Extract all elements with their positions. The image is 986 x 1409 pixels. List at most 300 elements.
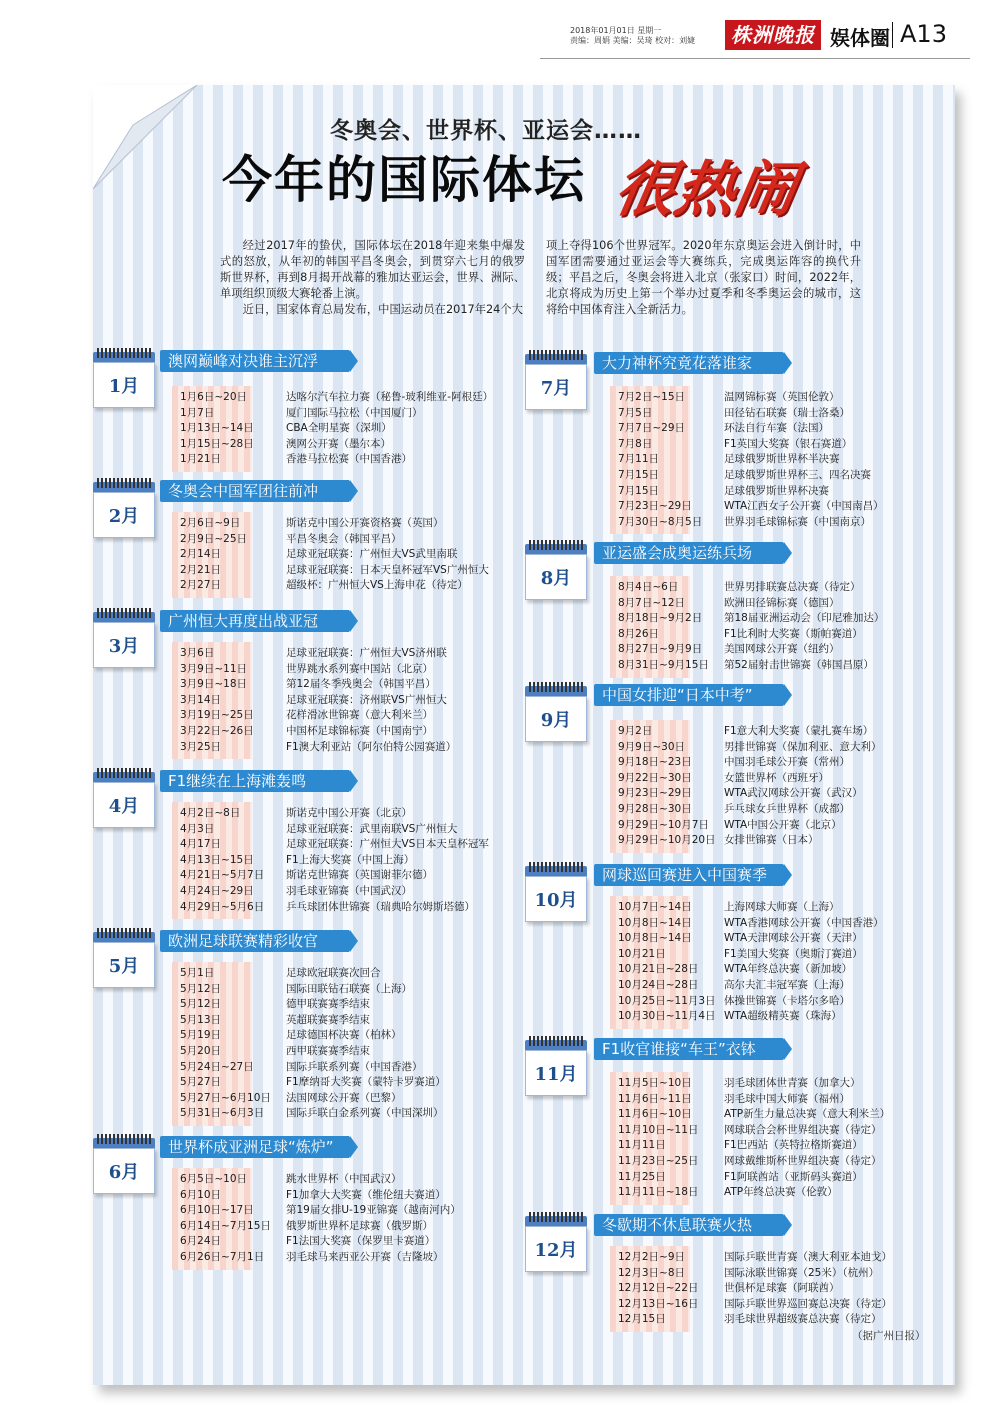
- event-date: 3月19日~25日: [180, 709, 254, 722]
- event-row: [618, 1076, 963, 1092]
- event-list: [180, 1172, 525, 1266]
- event-row: [618, 916, 963, 932]
- intro-left-column: [220, 238, 525, 318]
- event-row: [618, 658, 963, 674]
- event-date: 10月21日~28日: [618, 963, 699, 976]
- event-name: F1意大利大奖赛（蒙扎赛车场）: [724, 725, 874, 737]
- event-row: [180, 693, 525, 709]
- intro-right-column: [546, 238, 861, 318]
- event-date: 8月26日: [618, 627, 660, 640]
- event-date: 7月23日~29日: [618, 500, 692, 513]
- event-row: [180, 452, 525, 468]
- date-line: 2018年01月01日 星期一 责编：周娟 美编：吴琦 校对：刘婕: [570, 26, 696, 45]
- calendar-icon: [93, 482, 155, 538]
- event-name: 足球俄罗斯世界杯决赛: [724, 484, 829, 497]
- event-date: 11月23日~25日: [618, 1154, 699, 1167]
- event-date: 4月3日: [180, 822, 215, 835]
- event-row: [618, 1154, 963, 1170]
- event-date: 9月29日~10月7日: [618, 818, 709, 831]
- event-date: 7月2日~15日: [618, 391, 686, 403]
- event-name: WTA超级精英赛（珠海）: [724, 1010, 842, 1023]
- month-label: 6月: [108, 1162, 140, 1183]
- event-list: [618, 1076, 963, 1201]
- event-list: [618, 1250, 963, 1328]
- section-name: 娱体圈: [830, 26, 890, 50]
- event-name: 平昌冬奥会（韩国平昌）: [286, 532, 402, 545]
- month-headline-banner: 欧洲足球联赛精彩收官: [160, 930, 350, 952]
- event-name: F1摩纳哥大奖赛（蒙特卡罗赛道）: [286, 1076, 446, 1089]
- event-date: 10月24日~28日: [618, 978, 699, 991]
- event-date: 1月15日~28日: [180, 437, 254, 450]
- month-headline-banner: 中国女排迎“日本中考”: [594, 684, 784, 706]
- event-name: 英超联赛赛季结束: [286, 1013, 370, 1026]
- month-headline-banner: 大力神杯究竟花落谁家: [594, 352, 784, 374]
- event-name: 乒乓球女乒世界杯（成都）: [724, 802, 850, 815]
- event-name: 女篮世界杯（西班牙）: [724, 771, 829, 784]
- event-row: [180, 1044, 525, 1060]
- event-date: 3月9日~11日: [180, 662, 248, 675]
- event-name: 足球亚冠联赛：武里南联VS广州恒大: [286, 822, 458, 835]
- event-date: 1月6日~20日: [180, 391, 248, 403]
- event-row: [180, 578, 525, 594]
- event-row: [180, 884, 525, 900]
- event-name: 厦门国际马拉松（中国厦门）: [286, 406, 423, 419]
- event-row: [618, 1138, 963, 1154]
- event-row: [618, 962, 963, 978]
- event-date: 10月30日~11月4日: [618, 1010, 716, 1023]
- event-name: 斯诺克中国公开赛（北京）: [286, 807, 412, 819]
- event-date: 6月14日~7月15日: [180, 1219, 271, 1232]
- event-row: [180, 1172, 525, 1188]
- event-date: 8月31日~9月15日: [618, 658, 709, 671]
- month-label: 5月: [108, 956, 140, 977]
- intro-paragraph: 项上夺得106个世界冠军。2020年东京奥运会进入倒计时，中国军团需要通过亚运会等大赛练兵，完成奥运阵容的换代升级；平昌之后，冬奥会将进入北京（张家口）时间，2022年，北京将成为历史上第一个举办过夏季和冬季奥运会的城市，这将给中国体育注入全新活力。: [546, 239, 861, 316]
- event-date: 9月18日~23日: [618, 756, 692, 769]
- event-name: ATP新生力量总决赛（意大利米兰）: [724, 1108, 891, 1121]
- month-headline-banner: 冬歇期不休息联赛火热: [594, 1214, 784, 1236]
- calendar-icon: [525, 544, 587, 600]
- event-name: 跳水世界杯（中国武汉）: [286, 1173, 402, 1185]
- month-label: 10月: [534, 890, 578, 911]
- event-date: 8月18日~9月2日: [618, 612, 703, 625]
- event-row: [618, 994, 963, 1010]
- event-name: 第12届冬季残奥会（韩国平昌）: [286, 678, 436, 691]
- page-header: [540, 18, 970, 54]
- event-name: 足球亚冠联赛：日本天皇杯冠军VS广州恒大: [286, 563, 489, 576]
- event-name: WTA武汉网球公开赛（武汉）: [724, 787, 863, 800]
- event-date: 7月7日~29日: [618, 422, 686, 435]
- event-row: [180, 563, 525, 579]
- event-date: 4月29日~5月6日: [180, 900, 265, 913]
- event-name: F1巴西站（英特拉格斯赛道）: [724, 1139, 863, 1152]
- event-date: 9月2日: [618, 725, 653, 737]
- event-row: [180, 1060, 525, 1076]
- event-name: F1加拿大大奖赛（维伦纽夫赛道）: [286, 1188, 446, 1201]
- event-name: 环法自行车赛（法国）: [724, 422, 829, 435]
- event-date: 12月13日~16日: [618, 1297, 699, 1310]
- event-row: [180, 806, 525, 822]
- event-row: [618, 1281, 963, 1297]
- event-date: 11月6日~10日: [618, 1108, 692, 1121]
- event-date: 10月8日~14日: [618, 932, 692, 945]
- event-row: [180, 421, 525, 437]
- calendar-icon: [525, 1216, 587, 1272]
- event-name: 足球亚冠联赛：广州恒大VS日本天皇杯冠军: [286, 838, 489, 851]
- month-label: 7月: [540, 378, 572, 399]
- event-row: [618, 406, 963, 422]
- month-headline-banner: F1继续在上海滩轰鸣: [160, 770, 350, 792]
- event-date: 2月27日: [180, 579, 222, 592]
- event-name: 羽毛球世界超级赛总决赛（待定）: [724, 1313, 882, 1326]
- event-name: 国际田联钻石联赛（上海）: [286, 982, 412, 995]
- calendar-icon: [93, 932, 155, 988]
- event-name: F1美国大奖赛（奥斯汀赛道）: [724, 947, 863, 960]
- event-name: 足球德国杯决赛（柏林）: [286, 1029, 402, 1042]
- event-row: [618, 468, 963, 484]
- event-name: CBA全明星赛（深圳）: [286, 422, 392, 435]
- event-row: [618, 740, 963, 756]
- event-date: 5月13日: [180, 1013, 222, 1026]
- event-row: [180, 437, 525, 453]
- event-row: [618, 515, 963, 531]
- event-date: 12月2日~9日: [618, 1251, 686, 1263]
- event-date: 9月22日~30日: [618, 771, 692, 784]
- event-row: [180, 1013, 525, 1029]
- event-list: [180, 516, 525, 594]
- event-date: 8月27日~9月9日: [618, 643, 703, 656]
- event-date: 10月25日~11月3日: [618, 994, 716, 1007]
- event-name: WTA香港网球公开赛（中国香港）: [724, 916, 884, 929]
- event-date: 12月12日~22日: [618, 1282, 699, 1295]
- event-name: 男排世锦赛（保加利亚、意大利）: [724, 740, 882, 753]
- event-name: F1比利时大奖赛（斯帕赛道）: [724, 627, 863, 640]
- event-row: [618, 1312, 963, 1328]
- event-row: [180, 1250, 525, 1266]
- header-rule: [540, 58, 970, 59]
- event-name: F1英国大奖赛（银石赛道）: [724, 437, 853, 450]
- event-name: 斯诺克世锦赛（英国谢菲尔德）: [286, 869, 433, 882]
- month-label: 8月: [540, 568, 572, 589]
- event-list: [618, 580, 963, 674]
- event-row: [180, 853, 525, 869]
- event-row: [618, 802, 963, 818]
- event-row: [618, 1266, 963, 1282]
- event-row: [618, 437, 963, 453]
- event-name: 足球亚冠联赛：济州联VS广州恒大: [286, 693, 447, 706]
- event-name: 国际乒联世界巡回赛总决赛（待定）: [724, 1297, 892, 1310]
- event-row: [180, 822, 525, 838]
- event-name: 第52届射击世锦赛（韩国昌原）: [724, 658, 874, 671]
- event-row: [618, 390, 963, 406]
- event-name: 国际乒联白金系列赛（中国深圳）: [286, 1107, 444, 1120]
- event-row: [618, 900, 963, 916]
- event-row: [618, 499, 963, 515]
- calendar-icon: [93, 1138, 155, 1194]
- event-name: WTA年终总决赛（新加坡）: [724, 963, 853, 976]
- event-name: WTA天津网球公开赛（天津）: [724, 932, 863, 945]
- headline-subtitle: 冬奥会、世界杯、亚运会……: [330, 118, 642, 144]
- intro-paragraph: 近日，国家体育总局发布，中国运动员在2017年24个大: [242, 303, 523, 316]
- month-headline-banner: 亚运盛会成奥运练兵场: [594, 542, 784, 564]
- headline-highlight: 很热闹: [608, 155, 802, 225]
- event-row: [180, 662, 525, 678]
- event-date: 7月5日: [618, 406, 653, 419]
- event-date: 1月13日~14日: [180, 422, 254, 435]
- page-number: A13: [900, 20, 947, 48]
- event-name: 国际乒联世青赛（澳大利亚本迪戈）: [724, 1251, 892, 1263]
- month-label: 3月: [108, 636, 140, 657]
- event-row: [180, 837, 525, 853]
- event-row: [618, 947, 963, 963]
- event-row: [618, 833, 963, 849]
- calendar-icon: [525, 1040, 587, 1096]
- event-name: WTA中国公开赛（北京）: [724, 818, 842, 831]
- event-row: [618, 1185, 963, 1201]
- event-row: [618, 580, 963, 596]
- event-date: 5月27日: [180, 1076, 222, 1089]
- month-headline-banner: 澳网巅峰对决谁主沉浮: [160, 350, 350, 372]
- event-row: [618, 1170, 963, 1186]
- month-headline-banner: F1收官谁接“车王”衣钵: [594, 1038, 784, 1060]
- event-name: 足球亚冠联赛：广州恒大VS济州联: [286, 647, 447, 659]
- event-date: 6月10日: [180, 1188, 222, 1201]
- event-row: [180, 1106, 525, 1122]
- event-name: 中国杯足球锦标赛（中国南宁）: [286, 724, 433, 737]
- event-row: [180, 900, 525, 916]
- event-list: [180, 966, 525, 1122]
- event-date: 7月30日~8月5日: [618, 515, 703, 528]
- month-label: 11月: [534, 1064, 578, 1085]
- event-list: [618, 724, 963, 849]
- event-date: 4月21日~5月7日: [180, 869, 265, 882]
- event-date: 5月12日: [180, 982, 222, 995]
- event-name: 高尔夫汇丰冠军赛（上海）: [724, 978, 850, 991]
- event-date: 5月12日: [180, 998, 222, 1011]
- event-date: 12月15日: [618, 1313, 666, 1326]
- event-date: 9月28日~30日: [618, 802, 692, 815]
- event-name: 超级杯：广州恒大VS上海申花（待定）: [286, 579, 468, 592]
- month-headline-banner: 世界杯成亚洲足球“炼炉”: [160, 1136, 350, 1158]
- event-date: 7月15日: [618, 484, 660, 497]
- event-date: 3月14日: [180, 693, 222, 706]
- event-name: 网球戴维斯杯世界组决赛（待定）: [724, 1154, 882, 1167]
- event-row: [180, 532, 525, 548]
- newspaper-logo: 株洲晚报: [725, 20, 821, 50]
- event-date: 4月24日~29日: [180, 884, 254, 897]
- event-date: 5月1日: [180, 967, 215, 979]
- event-date: 11月11日~18日: [618, 1186, 699, 1199]
- event-date: 8月4日~6日: [618, 581, 679, 593]
- event-name: 达喀尔汽车拉力赛（秘鲁-玻利维亚-阿根廷）: [286, 391, 494, 403]
- month-headline-banner: 网球巡回赛进入中国赛季: [594, 864, 784, 886]
- event-name: 俄罗斯世界杯足球赛（俄罗斯）: [286, 1219, 433, 1232]
- event-row: [618, 755, 963, 771]
- event-list: [618, 900, 963, 1025]
- event-row: [618, 786, 963, 802]
- event-row: [618, 627, 963, 643]
- event-date: 2月14日: [180, 548, 222, 561]
- event-name: 世界跳水系列赛中国站（北京）: [286, 662, 433, 675]
- event-row: [618, 1123, 963, 1139]
- event-row: [180, 516, 525, 532]
- event-name: WTA江西女子公开赛（中国南昌）: [724, 500, 884, 513]
- event-name: 美国网球公开赛（纽约）: [724, 643, 840, 656]
- event-row: [618, 771, 963, 787]
- event-date: 6月24日: [180, 1235, 222, 1248]
- event-name: F1阿联酋站（亚斯码头赛道）: [724, 1170, 863, 1183]
- event-date: 2月6日~9日: [180, 517, 241, 529]
- event-date: 11月6日~11日: [618, 1092, 692, 1105]
- calendar-icon: [93, 612, 155, 668]
- month-label: 2月: [108, 506, 140, 527]
- calendar-icon: [93, 772, 155, 828]
- event-name: 法国网球公开赛（巴黎）: [286, 1091, 402, 1104]
- source-credit: （据广州日报）: [852, 1330, 926, 1342]
- event-name: 乒乓球团体世锦赛（瑞典哈尔姆斯塔德）: [286, 900, 475, 913]
- event-date: 4月13日~15日: [180, 853, 254, 866]
- event-row: [618, 1092, 963, 1108]
- event-date: 11月10日~11日: [618, 1123, 699, 1136]
- event-list: [618, 390, 963, 530]
- event-date: 5月20日: [180, 1044, 222, 1057]
- event-row: [180, 677, 525, 693]
- event-name: 足球俄罗斯世界杯三、四名决赛: [724, 468, 871, 481]
- event-name: 羽毛球马来西亚公开赛（吉隆坡）: [286, 1250, 444, 1263]
- event-date: 9月9日~30日: [618, 740, 686, 753]
- month-label: 4月: [108, 796, 140, 817]
- event-row: [618, 1250, 963, 1266]
- event-date: 7月15日: [618, 468, 660, 481]
- event-name: F1澳大利亚站（阿尔伯特公园赛道）: [286, 740, 457, 753]
- event-row: [180, 1234, 525, 1250]
- event-name: 足球欧冠联赛次回合: [286, 967, 381, 979]
- event-date: 3月9日~18日: [180, 678, 248, 691]
- event-row: [618, 1297, 963, 1313]
- month-headline-banner: 广州恒大再度出战亚冠: [160, 610, 350, 632]
- event-name: 国际泳联世锦赛（25米）（杭州）: [724, 1266, 880, 1279]
- event-date: 5月31日~6月3日: [180, 1107, 265, 1120]
- intro-paragraph: 经过2017年的蛰伏，国际体坛在2018年迎来集中爆发式的怒放，从年初的韩国平昌冬奥会，到贯穿六七月的俄罗斯世界杯，再到8月揭开战幕的雅加达亚运会，世界、洲际、单项组织顶级大赛轮番上演。: [220, 239, 525, 300]
- event-row: [618, 452, 963, 468]
- event-date: 10月7日~14日: [618, 901, 692, 913]
- calendar-icon: [525, 354, 587, 410]
- event-row: [618, 484, 963, 500]
- event-date: 5月24日~27日: [180, 1060, 254, 1073]
- event-row: [180, 740, 525, 756]
- event-name: 中国羽毛球公开赛（常州）: [724, 756, 850, 769]
- calendar-icon: [93, 352, 155, 408]
- event-name: 田径钻石联赛（瑞士洛桑）: [724, 406, 850, 419]
- event-list: [180, 390, 525, 468]
- event-row: [180, 1203, 525, 1219]
- event-name: 国际乒联系列赛（中国香港）: [286, 1060, 423, 1073]
- event-row: [180, 1188, 525, 1204]
- event-row: [618, 1009, 963, 1025]
- event-name: 羽毛球亚锦赛（中国武汉）: [286, 884, 412, 897]
- month-label: 1月: [108, 376, 140, 397]
- event-row: [180, 646, 525, 662]
- header-divider: [892, 22, 893, 48]
- event-date: 6月10日~17日: [180, 1204, 254, 1217]
- event-row: [180, 1219, 525, 1235]
- event-date: 8月7日~12日: [618, 596, 686, 609]
- event-date: 11月25日: [618, 1170, 666, 1183]
- event-date: 9月23日~29日: [618, 787, 692, 800]
- event-name: 澳网公开赛（墨尔本）: [286, 437, 391, 450]
- event-date: 2月9日~25日: [180, 532, 248, 545]
- event-row: [180, 406, 525, 422]
- event-name: 世界羽毛球锦标赛（中国南京）: [724, 515, 871, 528]
- event-row: [618, 724, 963, 740]
- month-headline-banner: 冬奥会中国军团往前冲: [160, 480, 350, 502]
- event-name: 德甲联赛赛季结束: [286, 998, 370, 1011]
- event-row: [618, 596, 963, 612]
- event-list: [180, 806, 525, 915]
- event-row: [180, 708, 525, 724]
- event-date: 10月8日~14日: [618, 916, 692, 929]
- event-row: [180, 997, 525, 1013]
- event-name: 西甲联赛赛季结束: [286, 1044, 370, 1057]
- event-list: [180, 646, 525, 755]
- event-date: 3月22日~26日: [180, 724, 254, 737]
- event-date: 7月8日: [618, 437, 653, 450]
- event-name: 网球联合会杯世界组决赛（待定）: [724, 1123, 882, 1136]
- event-name: 斯诺克中国公开赛资格赛（英国）: [286, 517, 444, 529]
- calendar-icon: [525, 686, 587, 742]
- event-name: 女排世锦赛（日本）: [724, 834, 819, 847]
- event-date: 1月21日: [180, 453, 222, 466]
- event-name: 第19届女排U-19亚锦赛（越南河内）: [286, 1204, 461, 1217]
- event-name: 世俱杯足球赛（阿联酋）: [724, 1282, 840, 1295]
- event-name: 体操世锦赛（卡塔尔多哈）: [724, 994, 850, 1007]
- event-name: F1法国大奖赛（保罗里卡赛道）: [286, 1235, 436, 1248]
- event-name: 欧洲田径锦标赛（德国）: [724, 596, 840, 609]
- event-row: [618, 642, 963, 658]
- event-date: 1月7日: [180, 406, 215, 419]
- event-date: 5月27日~6月10日: [180, 1091, 271, 1104]
- event-name: 上海网球大师赛（上海）: [724, 901, 840, 913]
- event-row: [618, 818, 963, 834]
- event-name: 花样滑冰世锦赛（意大利米兰）: [286, 709, 433, 722]
- event-date: 9月29日~10月20日: [618, 834, 716, 847]
- event-name: F1上海大奖赛（中国上海）: [286, 853, 415, 866]
- event-date: 11月11日: [618, 1139, 666, 1152]
- event-name: 羽毛球团体世青赛（加拿大）: [724, 1077, 861, 1089]
- event-name: 足球俄罗斯世界杯半决赛: [724, 453, 840, 466]
- event-row: [180, 390, 525, 406]
- event-date: 10月21日: [618, 947, 666, 960]
- event-name: 第18届亚洲运动会（印尼雅加达）: [724, 612, 885, 625]
- event-date: 11月5日~10日: [618, 1077, 692, 1089]
- event-date: 5月19日: [180, 1029, 222, 1042]
- event-row: [180, 547, 525, 563]
- event-date: 3月6日: [180, 647, 215, 659]
- event-date: 2月21日: [180, 563, 222, 576]
- event-row: [180, 966, 525, 982]
- event-date: 4月2日~8日: [180, 807, 241, 819]
- event-row: [618, 611, 963, 627]
- event-name: 温网锦标赛（英国伦敦）: [724, 391, 840, 403]
- headline-title: 今年的国际体坛: [222, 151, 586, 209]
- event-name: ATP年终总决赛（伦敦）: [724, 1186, 838, 1199]
- event-row: [180, 982, 525, 998]
- event-row: [618, 978, 963, 994]
- event-row: [180, 1075, 525, 1091]
- event-date: 7月11日: [618, 453, 660, 466]
- event-name: 足球亚冠联赛：广州恒大VS武里南联: [286, 548, 458, 561]
- event-date: 4月17日: [180, 838, 222, 851]
- event-name: 羽毛球中国大师赛（福州）: [724, 1092, 850, 1105]
